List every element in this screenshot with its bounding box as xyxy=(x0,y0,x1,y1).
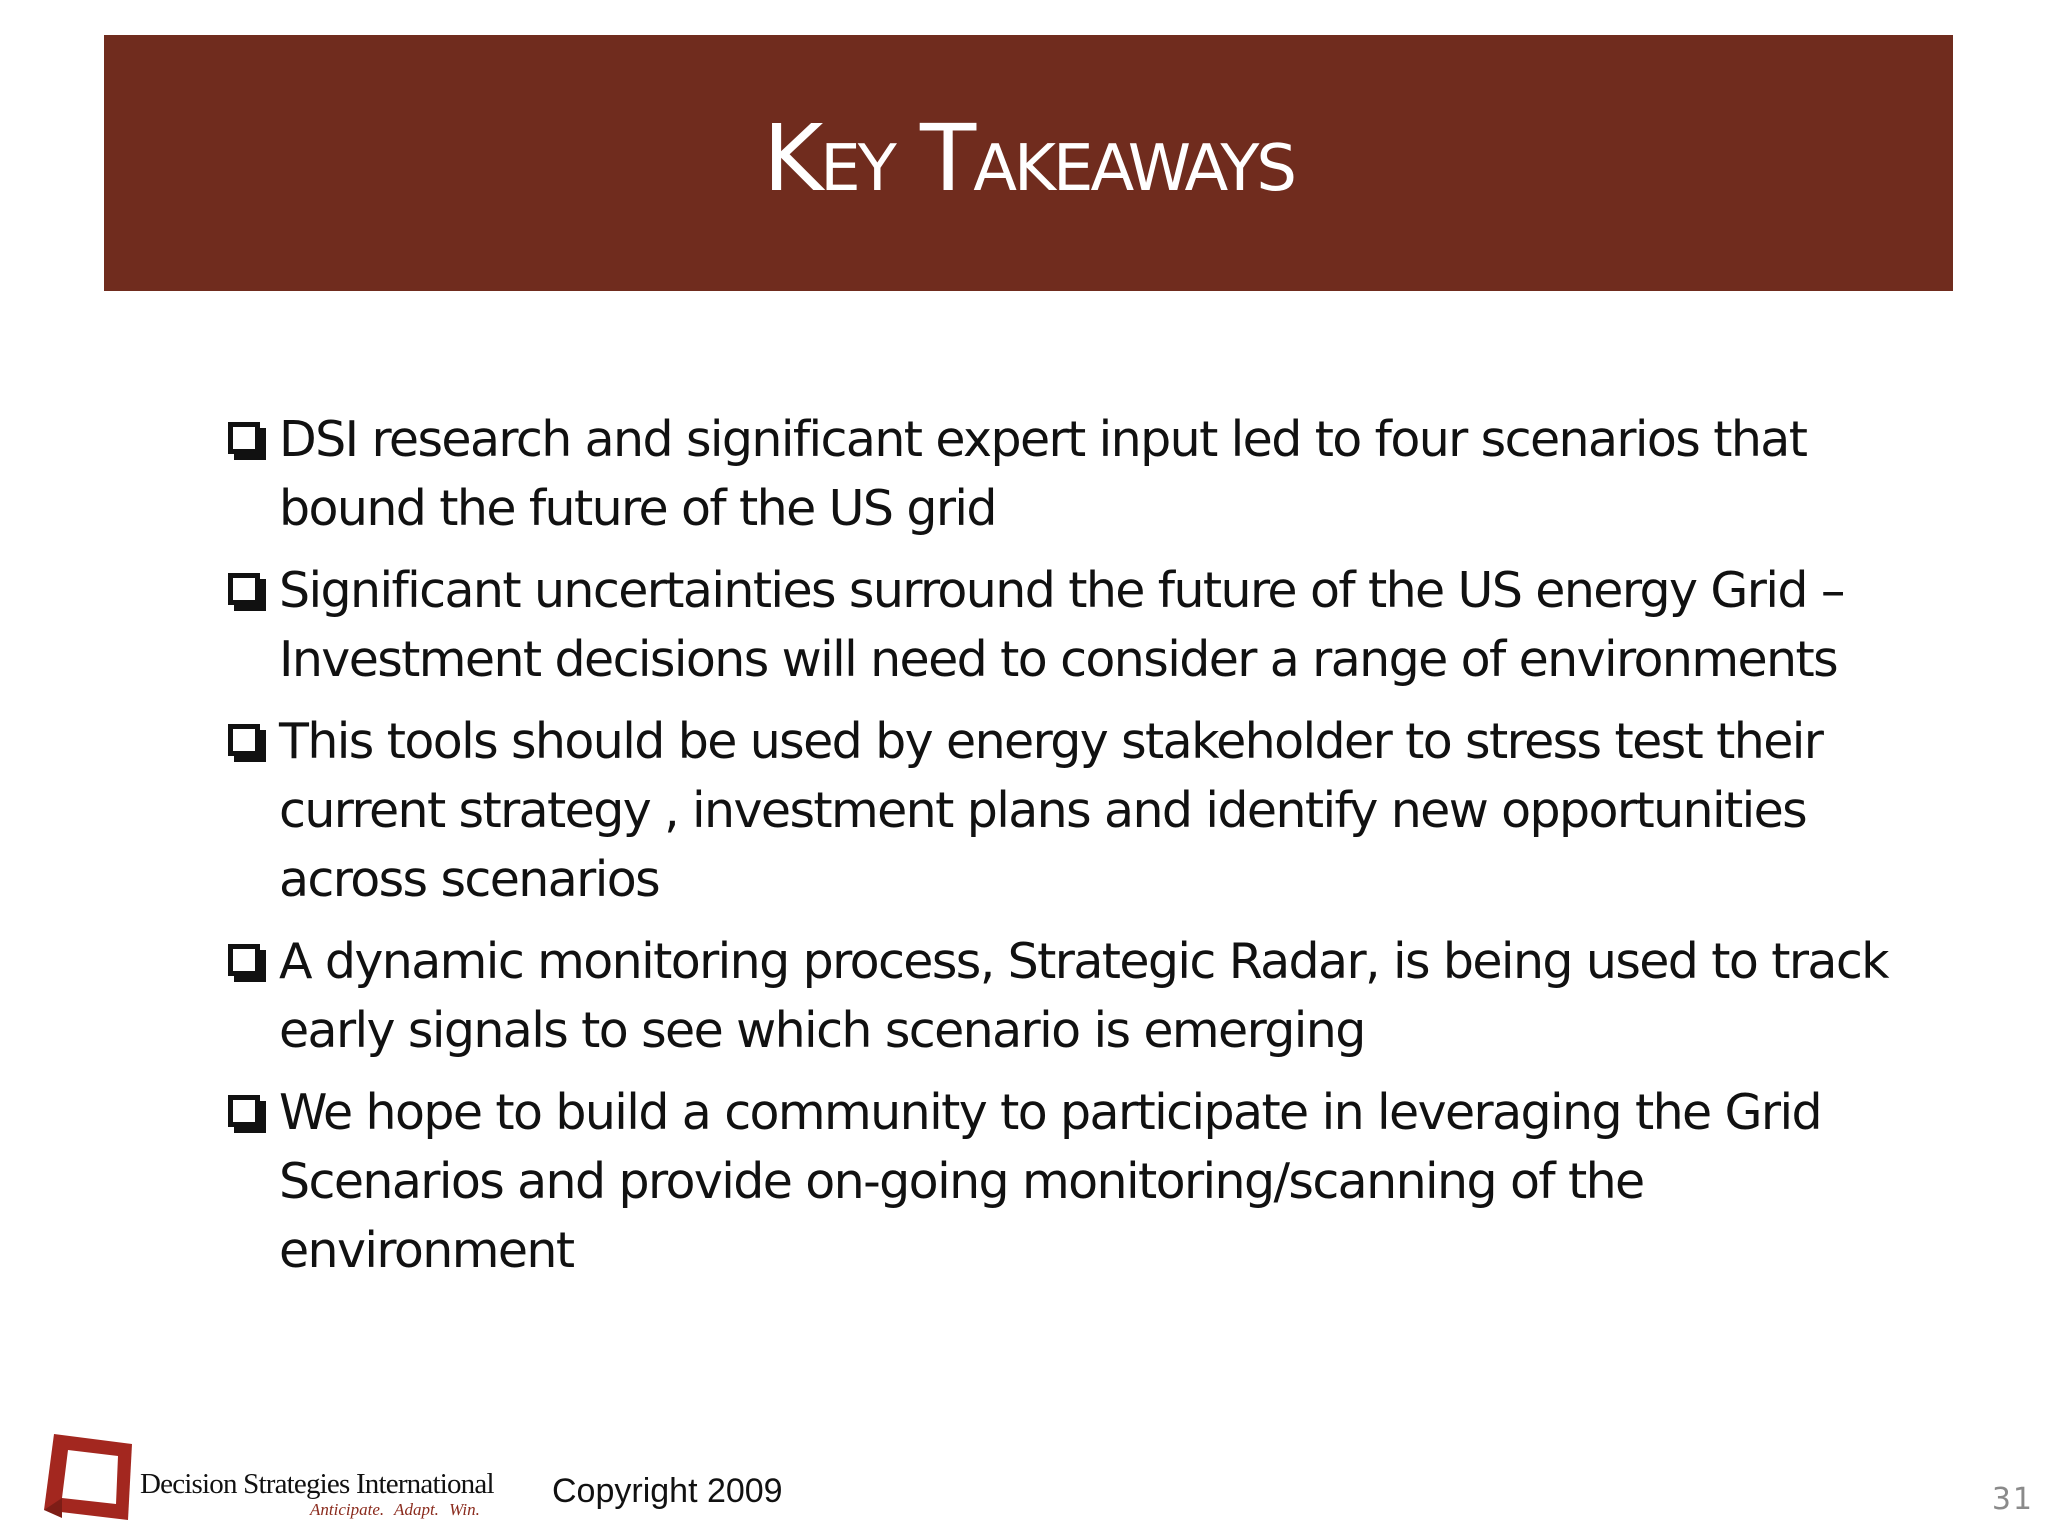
bullet-text: Significant uncertainties surround the future of the US energy Grid – Investment decisions will need to consider a range of environments xyxy=(279,562,1844,688)
checkbox-icon xyxy=(228,724,260,756)
bullet-text: A dynamic monitoring process, Strategic Radar, is being used to track early signals to see which scenario is emerging xyxy=(279,933,1888,1059)
copyright-text: Copyright 2009 xyxy=(552,1472,783,1510)
company-tagline: Anticipate. Adapt. Win. xyxy=(310,1500,480,1519)
checkbox-icon xyxy=(228,573,260,605)
bullet-text: This tools should be used by energy stakeholder to stress test their current strategy , investment plans and identify new opportunities across scenarios xyxy=(279,713,1823,908)
bullet-list xyxy=(228,405,1928,1298)
dsi-logo-icon xyxy=(40,1428,140,1524)
checkbox-icon xyxy=(228,944,260,976)
bullet-item xyxy=(228,405,1928,543)
checkbox-icon xyxy=(228,1095,260,1127)
bullet-item xyxy=(228,1078,1928,1285)
bullet-text: DSI research and significant expert input led to four scenarios that bound the future of the US grid xyxy=(279,411,1807,537)
bullet-item xyxy=(228,927,1928,1065)
bullet-text: We hope to build a community to participate in leveraging the Grid Scenarios and provide on-going monitoring/scanning of the environment xyxy=(279,1084,1821,1279)
bullet-item xyxy=(228,707,1928,914)
company-name: Decision Strategies International xyxy=(140,1468,494,1500)
title-bar xyxy=(104,35,1953,291)
checkbox-icon xyxy=(228,422,260,454)
page-number: 31 xyxy=(1991,1482,2034,1517)
slide-title: Key Takeaways xyxy=(762,105,1295,212)
bullet-item xyxy=(228,556,1928,694)
